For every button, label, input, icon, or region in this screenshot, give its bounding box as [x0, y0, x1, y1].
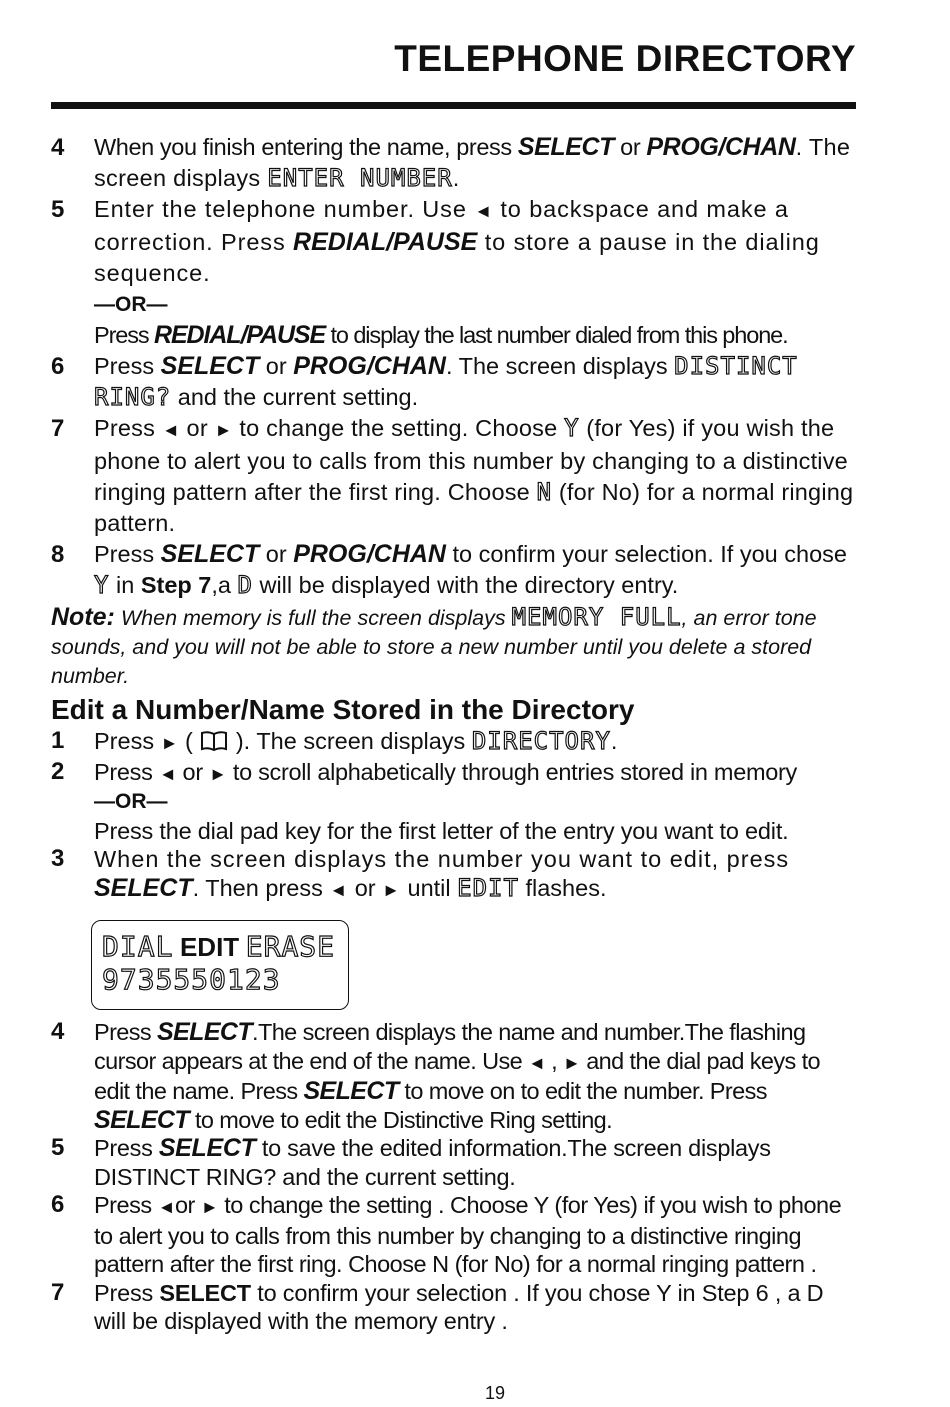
step-text: When you finish entering the name, press [94, 134, 518, 160]
step-text: Press [94, 1135, 159, 1161]
step-text: and the current setting. [171, 384, 419, 410]
select-key: SELECT [158, 1134, 256, 1162]
step-text: Press [94, 728, 161, 754]
step-7 [51, 413, 856, 539]
edit-step-5 [51, 1134, 856, 1191]
step-text: Press [94, 1192, 158, 1218]
select-key: SELECT [159, 1279, 251, 1306]
lcd-edit: EDIT [457, 873, 519, 902]
step-text: in [109, 572, 141, 598]
step-text: to backspace and make a correction. Press [94, 196, 789, 255]
right-arrow-icon: ► [214, 420, 233, 440]
header-divider [51, 102, 856, 109]
lcd-d: D [237, 571, 253, 599]
step-text: . The screen displays [446, 353, 675, 379]
step-text: or [259, 541, 294, 567]
right-arrow-icon: ► [200, 1197, 219, 1217]
right-arrow-icon: ► [382, 879, 401, 900]
step-5 [51, 194, 856, 289]
step-text: .The screen displays the name and number.The flashing cursor appears at the end of the name. Use [94, 1019, 806, 1074]
step-text: ( [178, 728, 200, 754]
select-key: SELECT [517, 133, 615, 161]
step-text: Press [94, 1019, 157, 1045]
select-key: SELECT [94, 873, 193, 902]
step-text: Press [94, 758, 159, 785]
lcd-erase: ERASE [245, 930, 336, 963]
edit-step-3 [51, 845, 856, 904]
step-text: until [400, 874, 458, 901]
step-number: 4 [51, 1018, 65, 1045]
step-text: . [610, 728, 618, 754]
lcd-enter-number: ENTER NUMBER [267, 164, 453, 192]
step-text: Press [94, 541, 161, 567]
left-arrow-icon: ◄ [474, 201, 493, 221]
step-text: to move on to edit the number. Press [398, 1078, 767, 1104]
step-number: 6 [51, 1191, 65, 1218]
step-text: . The screen displays [94, 134, 851, 191]
step-text: or [174, 1192, 201, 1218]
step-number: 3 [51, 845, 65, 872]
select-key: SELECT [160, 540, 260, 568]
left-arrow-icon: ◄ [161, 420, 180, 440]
select-key: SELECT [303, 1077, 399, 1105]
step-text: or [176, 758, 210, 785]
section-heading: Edit a Number/Name Stored in the Directory [51, 694, 635, 725]
step-number: 7 [51, 415, 65, 442]
step-text: Press [94, 1279, 160, 1306]
step-number: 4 [51, 134, 65, 161]
step-text: to confirm your selection . If you chose Y in Step 6 , a D will be displayed with the memory entry . [94, 1279, 824, 1334]
redial-pause-key: REDIAL/PAUSE [293, 228, 478, 256]
step-text: . [452, 165, 459, 191]
prog-chan-key: PROG/CHAN [646, 133, 796, 161]
step-text: or [179, 415, 215, 441]
lcd-distinct-ring: DISTINCT RING? [94, 352, 798, 411]
instructions-body [51, 132, 856, 1336]
or-separator: —OR— [94, 293, 168, 316]
prog-chan-key: PROG/CHAN [293, 352, 446, 380]
step-text: to scroll alphabetically through entries stored in memory [226, 758, 797, 785]
right-arrow-icon: ► [563, 1052, 581, 1073]
step-text: (for No) for a normal ringing pattern. [94, 479, 854, 536]
left-arrow-icon: ◄ [157, 1197, 175, 1217]
edit-step-4 [51, 1018, 856, 1134]
edit-step-2 [51, 758, 856, 789]
lcd-yes: Y [564, 414, 580, 442]
note-label: Note: [51, 603, 115, 631]
step-text: will be displayed with the directory entry. [252, 572, 679, 598]
step-text: (for Yes) if you wish the phone to alert you to calls from this number by changing to a distinctive ringing pattern after the first ring. Choose [94, 415, 848, 505]
step-text: When the screen displays the number you want to edit, press [94, 846, 790, 872]
step-text: to store a pause in the dialing sequence. [94, 229, 820, 286]
select-key: SELECT [94, 1105, 190, 1134]
step-text: to change the setting. Choose [232, 415, 565, 441]
step-number: 5 [51, 196, 65, 223]
step-text: or [614, 134, 647, 160]
step-5-alternative [94, 320, 856, 351]
edit-step-2-alternative: Press the dial pad key for the first letter of the entry you want to edit. [94, 817, 789, 844]
step-text: or [259, 353, 294, 379]
step-number: 5 [51, 1134, 65, 1161]
step-4 [51, 132, 856, 194]
page-title: TELEPHONE DIRECTORY [394, 38, 856, 79]
redial-pause-key: REDIAL/PAUSE [154, 321, 326, 349]
step-text: and the dial pad keys to edit the name. Press [94, 1047, 821, 1104]
select-key: SELECT [160, 352, 260, 380]
step-number: 7 [51, 1278, 65, 1306]
memory-full-note [51, 603, 856, 691]
step-number: 1 [51, 727, 65, 754]
step-text: to move to edit the Distinctive Ring setting. [189, 1106, 613, 1133]
edit-step-1 [51, 727, 856, 758]
lcd-screen-illustration [91, 920, 349, 1010]
edit-step-6 [51, 1191, 856, 1279]
step-number: 8 [51, 541, 65, 568]
lcd-dial: DIAL [102, 930, 174, 963]
step-text: . Then press [192, 874, 330, 901]
step-text: or [348, 874, 383, 901]
step-8 [51, 539, 856, 601]
left-arrow-icon: ◄ [528, 1052, 546, 1073]
step-text: Press [94, 353, 161, 379]
step-text: to change the setting . Choose Y (for Yes) if you wish to phone to alert you to calls from this number by changing to a distinctive ringing pattern after the first ring. Choose N (for No) for a normal ringing pattern . [94, 1192, 842, 1277]
directory-book-icon [199, 730, 229, 752]
step-7-reference: Step 7 [140, 572, 212, 598]
step-text: to confirm your selection. If you chose [446, 541, 847, 567]
step-text: Press [94, 322, 154, 348]
step-6 [51, 351, 856, 413]
step-text: Press [94, 415, 162, 441]
lcd-edit-highlight: EDIT [179, 932, 240, 962]
edit-step-7 [51, 1279, 856, 1336]
step-text: to save the edited information.The screen displays DISTINCT RING? and the current setting. [94, 1135, 771, 1190]
prog-chan-key: PROG/CHAN [293, 540, 446, 568]
step-text: ). The screen displays [229, 728, 472, 754]
lcd-menu-line [102, 931, 348, 964]
step-text: , [545, 1047, 564, 1074]
step-text: to display the last number dialed from this phone. [325, 322, 788, 348]
step-number: 2 [51, 757, 65, 785]
note-text: , an error tone sounds, and you will not be able to store a new number until you delete a stored number. [51, 606, 817, 688]
right-arrow-icon: ► [160, 733, 179, 753]
lcd-phone-number: 9735550123 [102, 963, 281, 996]
lcd-no: N [536, 478, 553, 506]
note-text: When memory is full the screen displays [114, 606, 512, 630]
step-number: 6 [51, 353, 65, 380]
or-separator: —OR— [94, 790, 168, 813]
step-text: flashes. [518, 874, 607, 901]
left-arrow-icon: ◄ [158, 763, 177, 784]
lcd-yes: Y [94, 571, 110, 599]
page-number: 19 [484, 1383, 506, 1403]
lcd-directory: DIRECTORY [471, 727, 611, 755]
step-text: ,a [211, 572, 238, 598]
step-text: Enter the telephone number. Use [94, 196, 475, 222]
lcd-memory-full: MEMORY FULL [511, 603, 682, 631]
right-arrow-icon: ► [209, 763, 227, 784]
left-arrow-icon: ◄ [329, 879, 349, 900]
select-key: SELECT [157, 1018, 253, 1046]
